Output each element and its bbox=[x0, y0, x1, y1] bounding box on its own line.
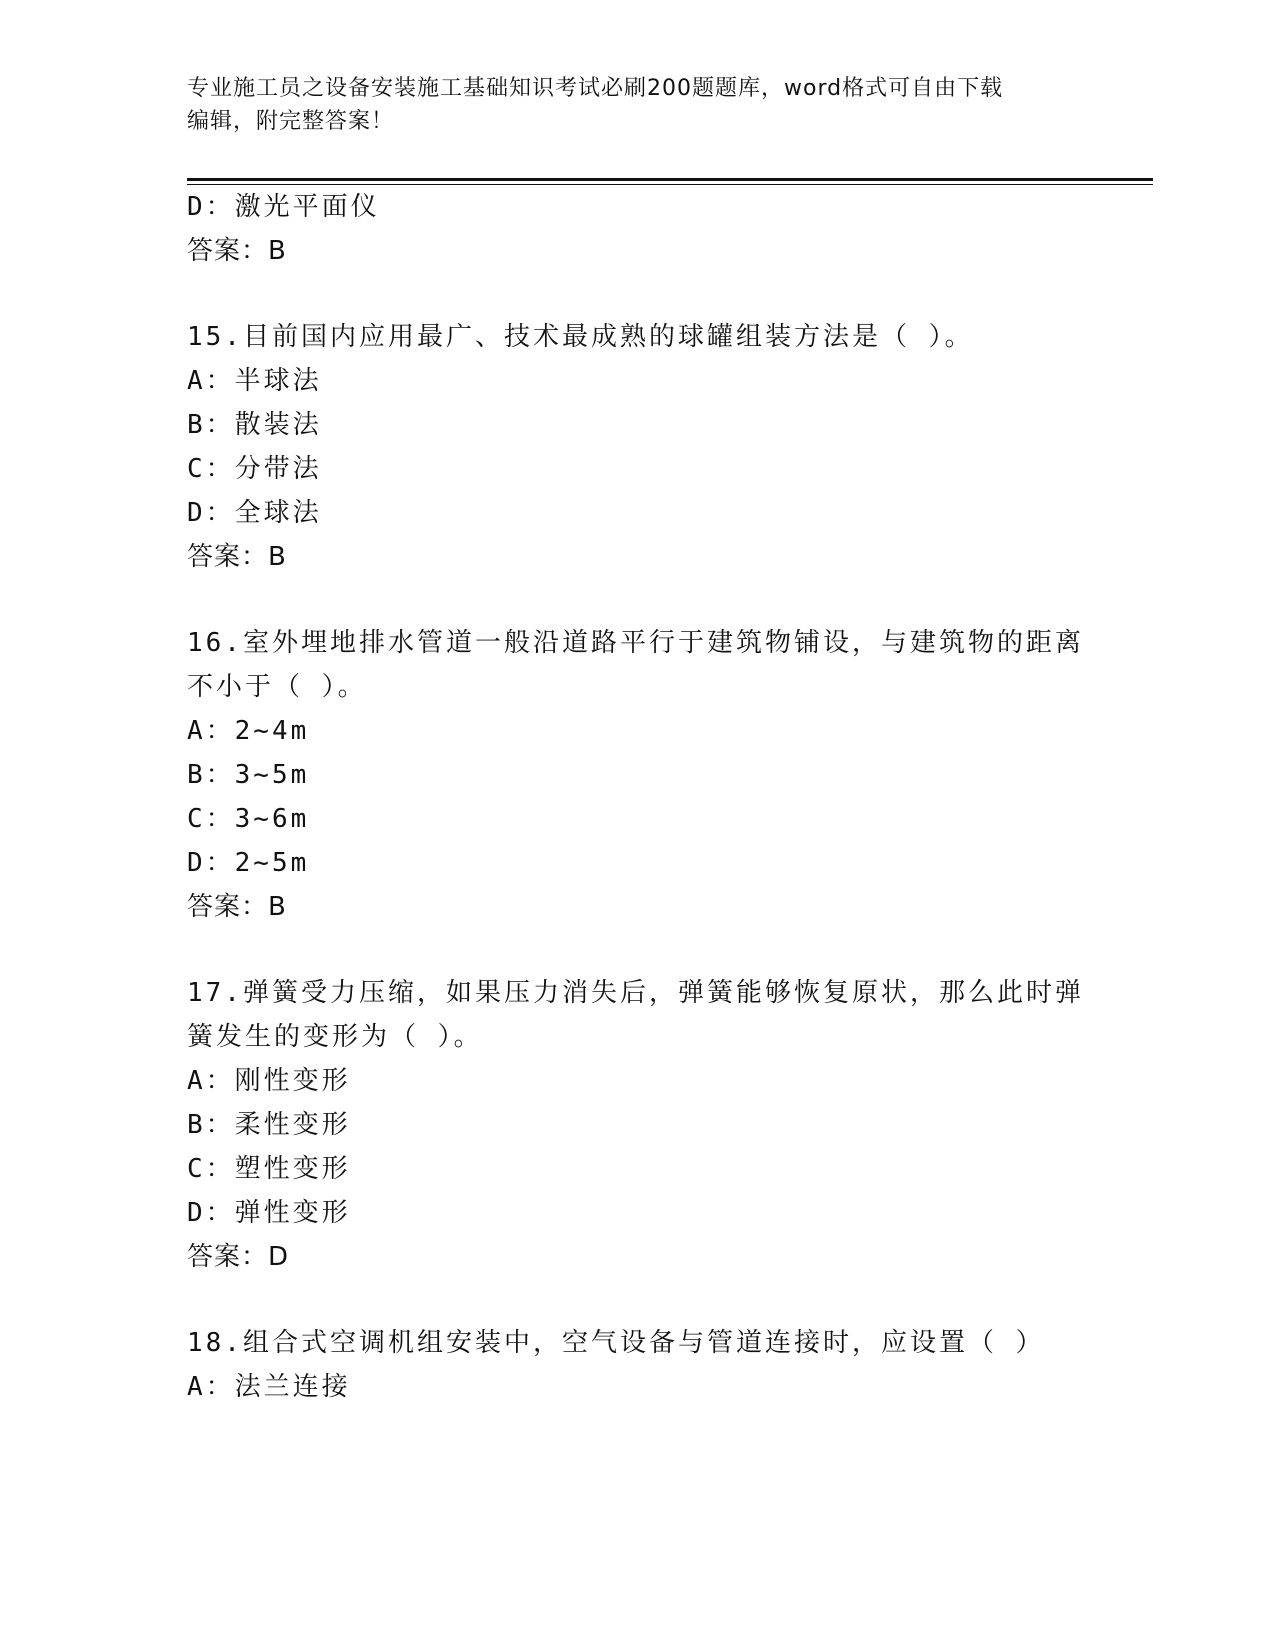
question-17-option-d: D：弹性变形 bbox=[187, 1198, 351, 1228]
question-16-stem-line-1: 16.室外埋地排水管道一般沿道路平行于建筑物铺设，与建筑物的距离 bbox=[187, 628, 1084, 658]
question-15-option-d: D：全球法 bbox=[187, 498, 322, 528]
question-15-option-b: B：散装法 bbox=[187, 410, 322, 440]
question-16-answer: 答案：B bbox=[187, 892, 287, 922]
question-18-stem: 18.组合式空调机组安装中，空气设备与管道连接时，应设置（ ） bbox=[187, 1328, 1045, 1358]
header-title-line-2: 编辑，附完整答案！ bbox=[187, 109, 395, 134]
question-17-option-c: C：塑性变形 bbox=[187, 1154, 351, 1184]
question-17-answer: 答案：D bbox=[187, 1242, 290, 1272]
header-title-line-1: 专业施工员之设备安装施工基础知识考试必刷200题题库，word格式可自由下载 bbox=[187, 76, 1004, 101]
header-divider-thin bbox=[187, 184, 1153, 185]
header-divider-thick bbox=[187, 178, 1153, 181]
question-18-option-a: A：法兰连接 bbox=[187, 1372, 351, 1402]
question-16-option-c: C：3~6m bbox=[187, 804, 310, 834]
document-header bbox=[187, 72, 1087, 138]
question-16-stem-line-2: 不小于（ ）。 bbox=[187, 672, 367, 702]
question-17-stem-line-2: 簧发生的变形为（ ）。 bbox=[187, 1022, 483, 1052]
option-d-previous: D：激光平面仪 bbox=[187, 192, 380, 222]
question-16-option-d: D：2~5m bbox=[187, 848, 310, 878]
answer-previous: 答案：B bbox=[187, 236, 287, 266]
question-17-option-b: B：柔性变形 bbox=[187, 1110, 351, 1140]
question-15-stem: 15.目前国内应用最广、技术最成熟的球罐组装方法是（ ）。 bbox=[187, 322, 974, 352]
question-15-option-c: C：分带法 bbox=[187, 454, 322, 484]
question-15-option-a: A：半球法 bbox=[187, 366, 322, 396]
question-15-answer: 答案：B bbox=[187, 542, 287, 572]
question-16-option-a: A：2~4m bbox=[187, 716, 310, 746]
question-17-option-a: A：刚性变形 bbox=[187, 1066, 351, 1096]
question-17-stem-line-1: 17.弹簧受力压缩，如果压力消失后，弹簧能够恢复原状，那么此时弹 bbox=[187, 978, 1084, 1008]
question-16-option-b: B：3~5m bbox=[187, 760, 310, 790]
